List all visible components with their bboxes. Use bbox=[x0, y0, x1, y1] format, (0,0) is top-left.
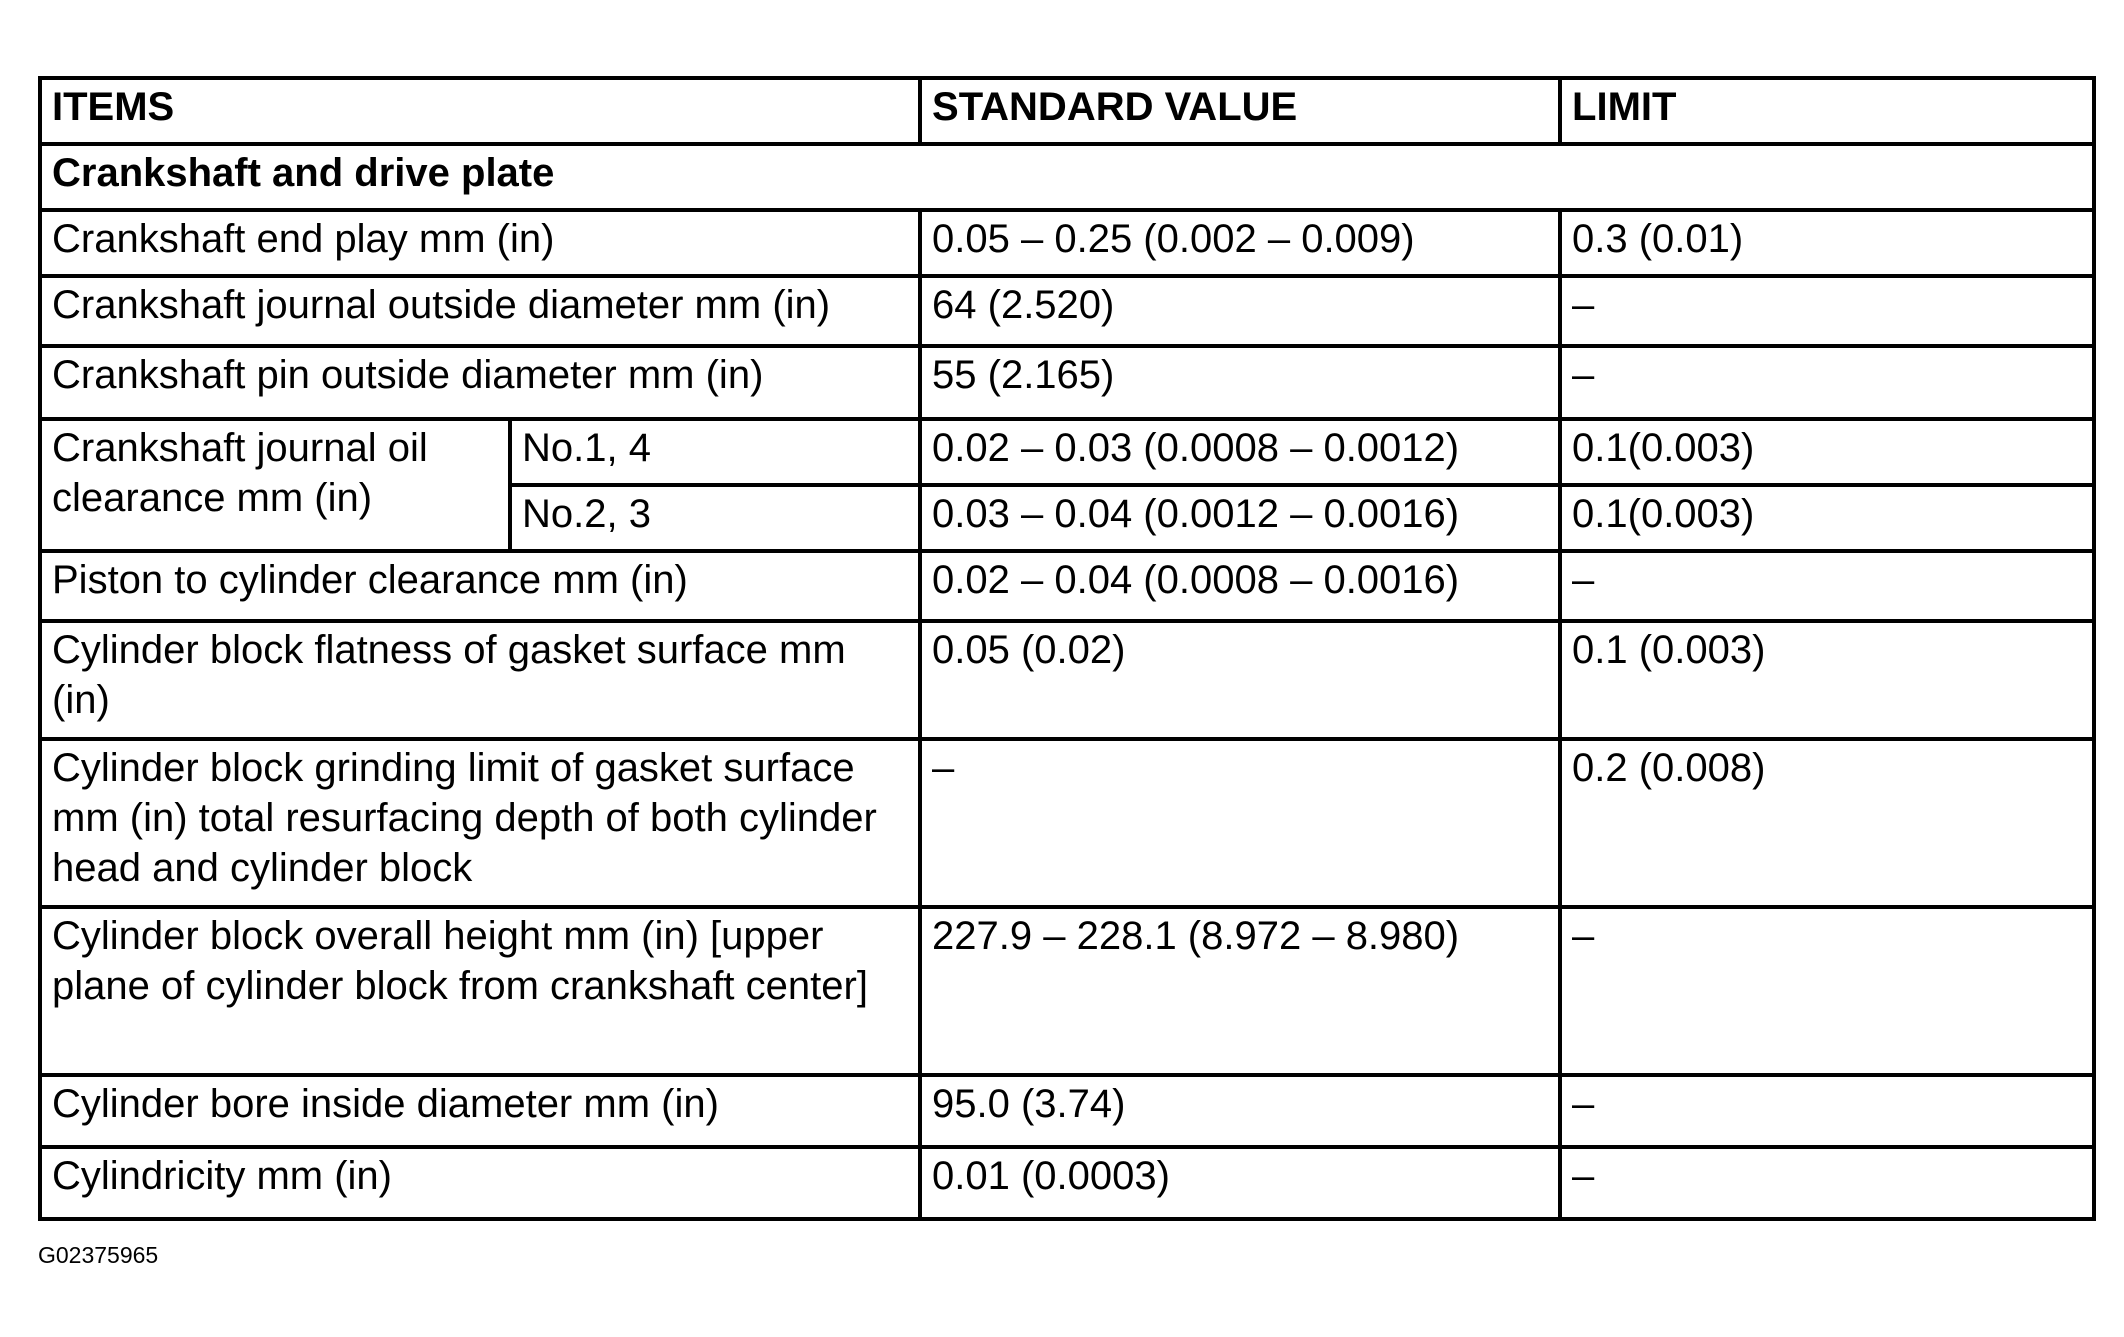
limit-cell: – bbox=[1560, 1075, 2094, 1147]
standard-value-cell: 0.02 – 0.03 (0.0008 – 0.0012) bbox=[920, 419, 1560, 485]
standard-value-cell: – bbox=[920, 739, 1560, 907]
item-cell: Cylinder block overall height mm (in) [upper plane of cylinder block from crankshaft center] bbox=[40, 907, 920, 1075]
item-cell: Cylinder block flatness of gasket surface mm (in) bbox=[40, 621, 920, 739]
item-cell: Crankshaft end play mm (in) bbox=[40, 210, 920, 276]
item-cell: Cylinder block grinding limit of gasket surface mm (in) total resurfacing depth of both cylinder head and cylinder block bbox=[40, 739, 920, 907]
table-row bbox=[40, 551, 2094, 621]
item-cell: Crankshaft journal oil clearance mm (in) bbox=[40, 419, 510, 551]
image-code: G02375965 bbox=[38, 1242, 159, 1268]
item-cell: Piston to cylinder clearance mm (in) bbox=[40, 551, 920, 621]
limit-cell: – bbox=[1560, 346, 2094, 419]
limit-cell: 0.1 (0.003) bbox=[1560, 621, 2094, 739]
section-title: Crankshaft and drive plate bbox=[40, 144, 2094, 210]
spec-table bbox=[38, 76, 2096, 1221]
sub-item-cell: No.1, 4 bbox=[510, 419, 920, 485]
limit-cell: 0.3 (0.01) bbox=[1560, 210, 2094, 276]
item-cell: Cylinder bore inside diameter mm (in) bbox=[40, 1075, 920, 1147]
table-row bbox=[40, 739, 2094, 907]
table-row bbox=[40, 621, 2094, 739]
limit-cell: 0.1(0.003) bbox=[1560, 485, 2094, 551]
item-cell: Crankshaft pin outside diameter mm (in) bbox=[40, 346, 920, 419]
standard-value-cell: 0.03 – 0.04 (0.0012 – 0.0016) bbox=[920, 485, 1560, 551]
standard-value-cell: 0.01 (0.0003) bbox=[920, 1147, 1560, 1219]
header-limit: LIMIT bbox=[1560, 78, 2094, 144]
standard-value-cell: 0.05 (0.02) bbox=[920, 621, 1560, 739]
limit-cell: 0.1(0.003) bbox=[1560, 419, 2094, 485]
section-row bbox=[40, 144, 2094, 210]
sub-item-cell: No.2, 3 bbox=[510, 485, 920, 551]
header-items: ITEMS bbox=[40, 78, 920, 144]
item-cell: Crankshaft journal outside diameter mm (in) bbox=[40, 276, 920, 346]
limit-cell: – bbox=[1560, 907, 2094, 1075]
standard-value-cell: 227.9 – 228.1 (8.972 – 8.980) bbox=[920, 907, 1560, 1075]
standard-value-cell: 55 (2.165) bbox=[920, 346, 1560, 419]
limit-cell: – bbox=[1560, 276, 2094, 346]
limit-cell: 0.2 (0.008) bbox=[1560, 739, 2094, 907]
item-cell: Cylindricity mm (in) bbox=[40, 1147, 920, 1219]
standard-value-cell: 0.02 – 0.04 (0.0008 – 0.0016) bbox=[920, 551, 1560, 621]
table-row bbox=[40, 907, 2094, 1075]
table-row bbox=[40, 346, 2094, 419]
limit-cell: – bbox=[1560, 1147, 2094, 1219]
header-standard-value: STANDARD VALUE bbox=[920, 78, 1560, 144]
table-row bbox=[40, 276, 2094, 346]
limit-cell: – bbox=[1560, 551, 2094, 621]
standard-value-cell: 95.0 (3.74) bbox=[920, 1075, 1560, 1147]
table-row bbox=[40, 210, 2094, 276]
standard-value-cell: 0.05 – 0.25 (0.002 – 0.009) bbox=[920, 210, 1560, 276]
table-row bbox=[40, 1075, 2094, 1147]
header-row bbox=[40, 78, 2094, 144]
table-row bbox=[40, 419, 2094, 485]
standard-value-cell: 64 (2.520) bbox=[920, 276, 1560, 346]
table-row bbox=[40, 1147, 2094, 1219]
